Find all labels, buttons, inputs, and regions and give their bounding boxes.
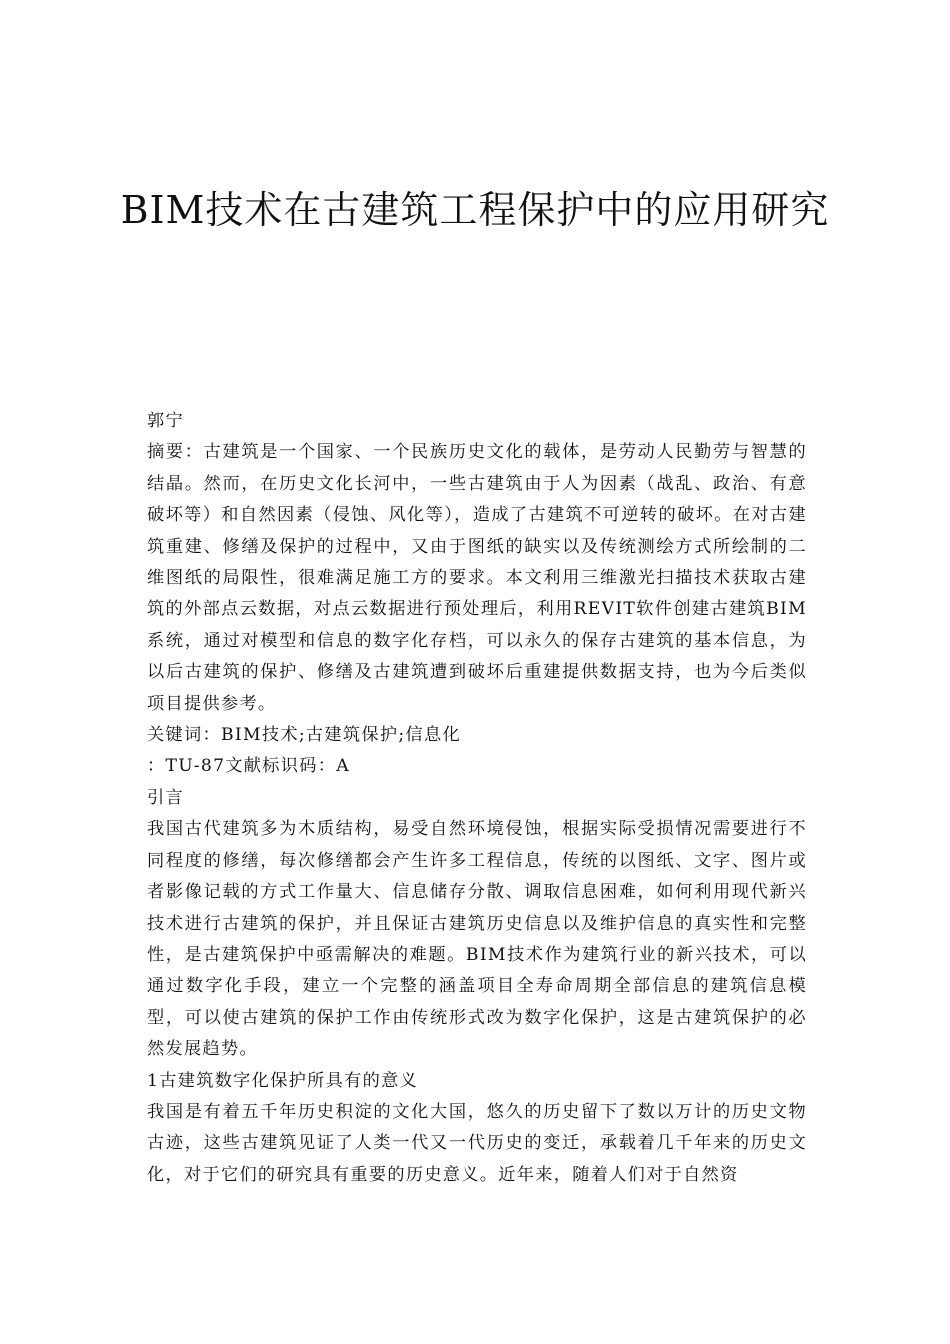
intro-paragraph: 我国古代建筑多为木质结构，易受自然环境侵蚀，根据实际受损情况需要进行不同程度的修缮，每次修缮都会产生许多工程信息，传统的以图纸、文字、图片或者影像记载的方式工作量大、信息储存分散、调取信息困难，如何利用现代新兴技术进行古建筑的保护，并且保证古建筑历史信息以及维护信息的真实性和完整性，是古建筑保护中亟需解决的难题。BIM技术作为建筑行业的新兴技术，可以通过数字化手段，建立一个完整的涵盖项目全寿命周期全部信息的建筑信息模型，可以使古建筑的保护工作由传统形式改为数字化保护，这是古建筑保护的必然发展趋势。 bbox=[147, 819, 807, 1060]
paper-title: BIM技术在古建筑工程保护中的应用研究 bbox=[120, 188, 830, 232]
author-name: 郭宁 bbox=[147, 411, 184, 431]
section-1-paragraph: 我国是有着五千年历史积淀的文化大国，悠久的历史留下了数以万计的历史文物古迹，这些古建筑见证了人类一代又一代历史的变迁，承载着几千年来的历史文化，对于它们的研究具有重要的历史意义。近年来，随着人们对于自然资 bbox=[147, 1101, 807, 1185]
section-1-heading: 1古建筑数字化保护所具有的意义 bbox=[147, 1070, 419, 1091]
paper-body bbox=[147, 406, 807, 1191]
abstract-paragraph: 摘要：古建筑是一个国家、一个民族历史文化的载体，是劳动人民勤劳与智慧的结晶。然而，在历史文化长河中，一些古建筑由于人为因素（战乱、政治、有意破坏等）和自然因素（侵蚀、风化等），造成了古建筑不可逆转的破坏。在对古建筑重建、修缮及保护的过程中，又由于图纸的缺实以及传统测绘方式所绘制的二维图纸的局限性，很难满足施工方的要求。本文利用三维激光扫描技术获取古建筑的外部点云数据，对点云数据进行预处理后，利用REVIT软件创建古建筑BIM系统，通过对模型和信息的数字化存档，可以永久的保存古建筑的基本信息，为以后古建筑的保护、修缮及古建筑遭到破坏后重建提供数据支持，也为今后类似项目提供参考。 bbox=[147, 442, 807, 714]
classification-line: ：TU-87文献标识码：A bbox=[147, 756, 350, 777]
intro-heading: 引言 bbox=[147, 787, 184, 808]
keywords-line: 关键词：BIM技术;古建筑保护;信息化 bbox=[147, 725, 461, 746]
